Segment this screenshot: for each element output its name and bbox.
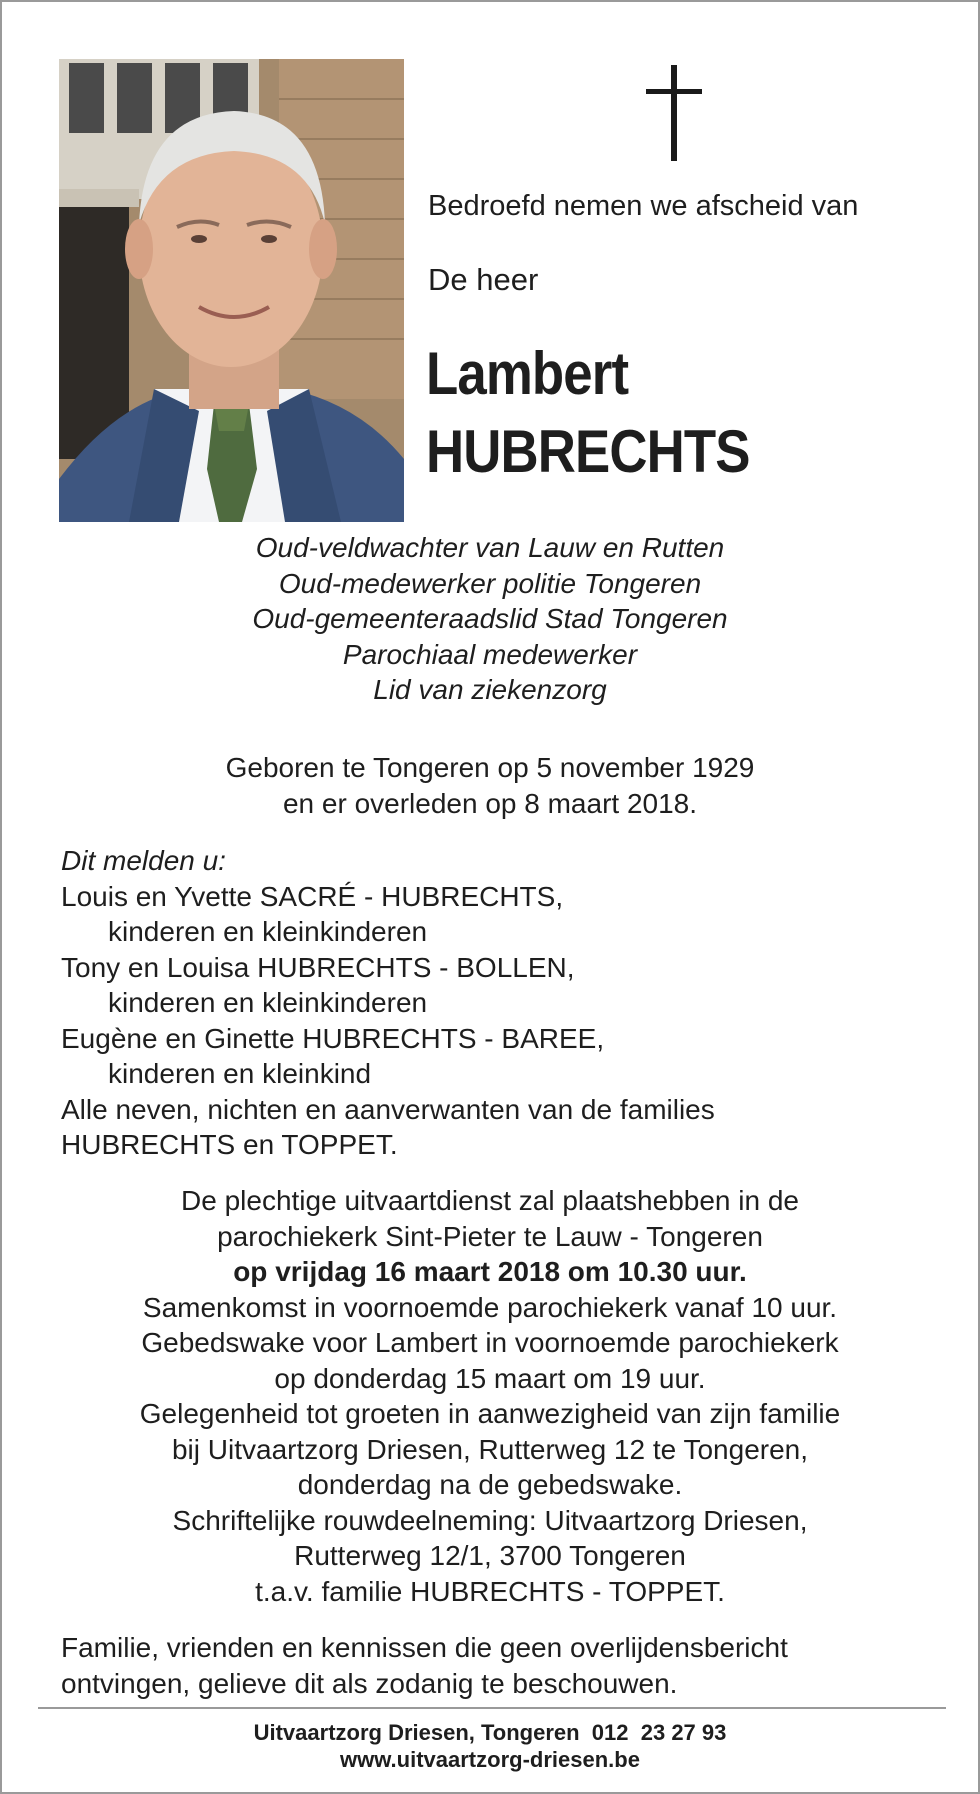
roles-list <box>2 530 978 708</box>
intro-text: Bedroefd nemen we afscheid van <box>428 190 859 222</box>
family-subline: kinderen en kleinkinderen <box>108 987 428 1018</box>
first-name: Lambert <box>426 340 629 407</box>
closing-line: ontvingen, gelieve dit als zodanig te beschouwen. <box>61 1667 678 1699</box>
service-line: t.a.v. familie HUBRECHTS - TOPPET. <box>255 1575 725 1607</box>
closing-line: Familie, vrienden en kennissen die geen overlijdensbericht <box>61 1632 788 1663</box>
family-subline: kinderen en kleinkinderen <box>108 916 428 947</box>
family-line: HUBRECHTS en TOPPET. <box>61 1129 398 1160</box>
portrait-photo <box>59 59 404 522</box>
service-line: Schriftelijke rouwdeelneming: Uitvaartzorg Driesen, <box>172 1504 808 1536</box>
footer-divider <box>38 1707 946 1709</box>
service-line: Gebedswake voor Lambert in voornoemde parochiekerk <box>141 1327 839 1358</box>
funeral-home-contact: Uitvaartzorg Driesen, Tongeren 012 23 27 93 <box>253 1720 727 1745</box>
family-line: Eugène en Ginette HUBRECHTS - BAREE, <box>61 1022 605 1054</box>
role-line: Oud-medewerker politie Tongeren <box>278 567 702 599</box>
service-line: Samenkomst in voornoemde parochiekerk vanaf 10 uur. <box>142 1291 838 1323</box>
role-line: Parochiaal medewerker <box>342 638 638 670</box>
service-line: donderdag na de gebedswake. <box>297 1469 683 1500</box>
portrait-illustration <box>59 59 404 522</box>
service-date: op vrijdag 16 maart 2018 om 10.30 uur. <box>233 1256 747 1287</box>
role-line: Oud-gemeenteraadslid Stad Tongeren <box>252 603 728 634</box>
cross-icon <box>646 65 702 161</box>
life-dates <box>2 750 978 821</box>
closing-note <box>61 1630 788 1701</box>
last-name: HUBRECHTS <box>426 418 750 485</box>
deceased-name <box>426 335 750 491</box>
service-line: Gelegenheid tot groeten in aanwezigheid van zijn familie <box>139 1398 841 1429</box>
family-subline: kinderen en kleinkind <box>108 1058 372 1089</box>
role-line: Lid van ziekenzorg <box>373 674 607 705</box>
service-line: De plechtige uitvaartdienst zal plaatshebben in de <box>181 1185 799 1216</box>
funeral-service-details <box>2 1183 978 1609</box>
funeral-home-footer <box>2 1719 978 1773</box>
service-line: bij Uitvaartzorg Driesen, Rutterweg 12 te Tongeren, <box>171 1433 809 1465</box>
birth-line: Geboren te Tongeren op 5 november 1929 <box>225 752 755 783</box>
family-line: Louis en Yvette SACRÉ - HUBRECHTS, <box>61 880 564 912</box>
service-line: Rutterweg 12/1, 3700 Tongeren <box>294 1540 686 1571</box>
service-line: op donderdag 15 maart om 19 uur. <box>274 1362 706 1394</box>
role-line: Oud-veldwachter van Lauw en Rutten <box>255 532 725 563</box>
honorific: De heer <box>428 262 539 297</box>
family-heading: Dit melden u: <box>61 845 226 876</box>
family-line: Alle neven, nichten en aanverwanten van de families <box>61 1093 715 1125</box>
funeral-home-website: www.uitvaartzorg-driesen.be <box>340 1747 640 1772</box>
family-announcement <box>61 843 715 1163</box>
family-line: Tony en Louisa HUBRECHTS - BOLLEN, <box>61 951 575 983</box>
service-line: parochiekerk Sint-Pieter te Lauw - Tongeren <box>217 1220 763 1252</box>
death-line: en er overleden op 8 maart 2018. <box>282 787 698 819</box>
